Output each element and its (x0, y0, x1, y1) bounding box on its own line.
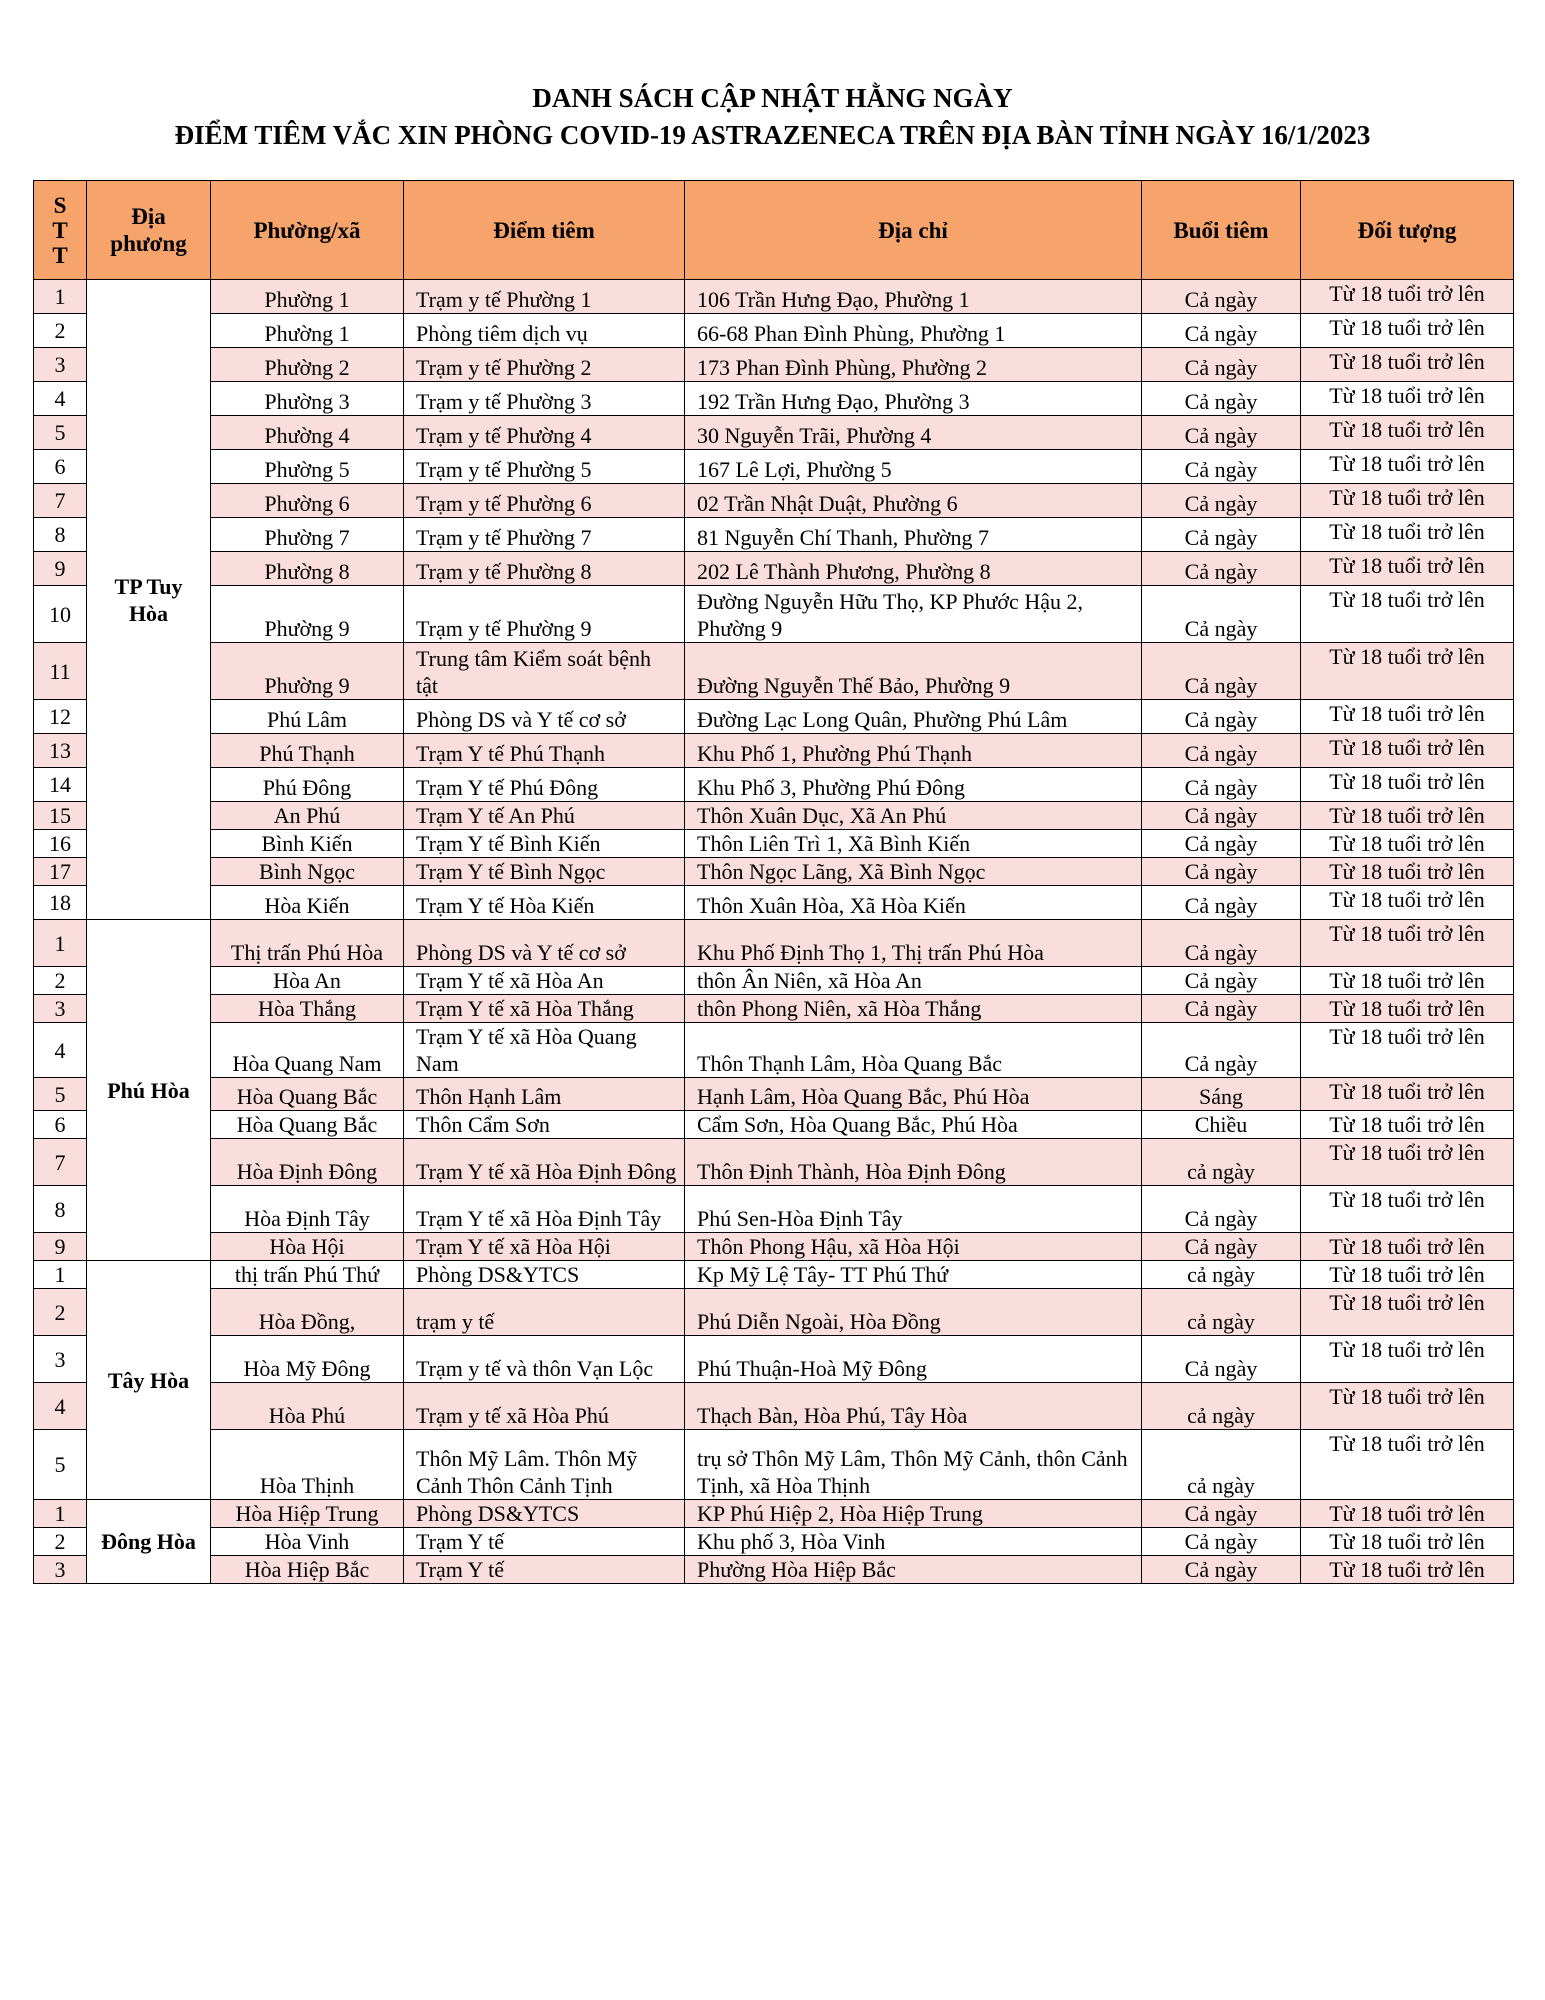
row-address: Khu phố 3, Hòa Vinh (685, 1528, 1142, 1556)
row-site: Trạm Y tế xã Hòa Hội (404, 1233, 685, 1261)
row-ward: Bình Ngọc (211, 858, 404, 886)
row-target: Từ 18 tuổi trở lên (1301, 382, 1514, 416)
row-address: Khu Phố Định Thọ 1, Thị trấn Phú Hòa (685, 920, 1142, 967)
table-row (34, 1500, 1514, 1528)
row-site: Trạm y tế Phường 8 (404, 552, 685, 586)
row-session: Cả ngày (1142, 518, 1301, 552)
table-row (34, 1289, 1514, 1336)
row-session: Cả ngày (1142, 1186, 1301, 1233)
row-ward: Phường 1 (211, 280, 404, 314)
row-session: Cả ngày (1142, 314, 1301, 348)
row-stt: 17 (34, 858, 87, 886)
row-session: Cả ngày (1142, 552, 1301, 586)
row-session: Cả ngày (1142, 484, 1301, 518)
row-session: Cả ngày (1142, 1528, 1301, 1556)
row-stt: 18 (34, 886, 87, 920)
row-ward: Hòa Hội (211, 1233, 404, 1261)
row-stt: 9 (34, 552, 87, 586)
row-session: Cả ngày (1142, 802, 1301, 830)
row-site: Trạm y tế Phường 9 (404, 586, 685, 643)
row-stt: 4 (34, 1383, 87, 1430)
row-address: 66-68 Phan Đình Phùng, Phường 1 (685, 314, 1142, 348)
row-session: cả ngày (1142, 1261, 1301, 1289)
table-row (34, 518, 1514, 552)
row-session: Cả ngày (1142, 1023, 1301, 1078)
row-stt: 11 (34, 643, 87, 700)
row-ward: Phường 6 (211, 484, 404, 518)
row-address: Thạch Bàn, Hòa Phú, Tây Hòa (685, 1383, 1142, 1430)
row-stt: 5 (34, 1430, 87, 1500)
row-target: Từ 18 tuổi trở lên (1301, 967, 1514, 995)
row-ward: Hòa Kiến (211, 886, 404, 920)
row-target: Từ 18 tuổi trở lên (1301, 1383, 1514, 1430)
header-target: Đối tượng (1301, 181, 1514, 280)
row-ward: Hòa Đồng, (211, 1289, 404, 1336)
row-target: Từ 18 tuổi trở lên (1301, 348, 1514, 382)
row-site: Trạm Y tế Hòa Kiến (404, 886, 685, 920)
row-stt: 1 (34, 280, 87, 314)
row-stt: 6 (34, 450, 87, 484)
row-session: Cả ngày (1142, 995, 1301, 1023)
row-address: 81 Nguyễn Chí Thanh, Phường 7 (685, 518, 1142, 552)
table-row (34, 700, 1514, 734)
row-stt: 3 (34, 1336, 87, 1383)
row-ward: Hòa Định Đông (211, 1139, 404, 1186)
row-target: Từ 18 tuổi trở lên (1301, 1528, 1514, 1556)
row-stt: 6 (34, 1111, 87, 1139)
locality-cell: Phú Hòa (87, 920, 211, 1261)
row-stt: 7 (34, 484, 87, 518)
row-ward: Thị trấn Phú Hòa (211, 920, 404, 967)
row-target: Từ 18 tuổi trở lên (1301, 858, 1514, 886)
table-row (34, 1528, 1514, 1556)
header-address: Địa chỉ (685, 181, 1142, 280)
row-session: Cả ngày (1142, 280, 1301, 314)
row-site: Trạm y tế Phường 1 (404, 280, 685, 314)
row-site: Thôn Cẩm Sơn (404, 1111, 685, 1139)
row-site: Trạm Y tế Phú Đông (404, 768, 685, 802)
row-stt: 5 (34, 1078, 87, 1111)
row-site: Trạm Y tế Bình Ngọc (404, 858, 685, 886)
row-ward: Hòa Phú (211, 1383, 404, 1430)
row-target: Từ 18 tuổi trở lên (1301, 1111, 1514, 1139)
row-target: Từ 18 tuổi trở lên (1301, 768, 1514, 802)
row-ward: Phường 4 (211, 416, 404, 450)
row-target: Từ 18 tuổi trở lên (1301, 552, 1514, 586)
row-session: Cả ngày (1142, 450, 1301, 484)
row-site: Trạm Y tế An Phú (404, 802, 685, 830)
row-stt: 4 (34, 1023, 87, 1078)
row-session: Cả ngày (1142, 830, 1301, 858)
row-ward: Hòa Mỹ Đông (211, 1336, 404, 1383)
row-session: Cả ngày (1142, 382, 1301, 416)
row-target: Từ 18 tuổi trở lên (1301, 643, 1514, 700)
document-title (0, 80, 1545, 154)
table-row (34, 484, 1514, 518)
row-site: Trạm Y tế Phú Thạnh (404, 734, 685, 768)
row-session: Cả ngày (1142, 1556, 1301, 1584)
row-site: Thôn Mỹ Lâm. Thôn Mỹ Cảnh Thôn Cảnh Tịnh (404, 1430, 685, 1500)
row-site: Phòng tiêm dịch vụ (404, 314, 685, 348)
row-session: Cả ngày (1142, 734, 1301, 768)
row-address: Cẩm Sơn, Hòa Quang Bắc, Phú Hòa (685, 1111, 1142, 1139)
row-address: Thôn Thạnh Lâm, Hòa Quang Bắc (685, 1023, 1142, 1078)
row-stt: 14 (34, 768, 87, 802)
row-site: Trung tâm Kiểm soát bệnh tật (404, 643, 685, 700)
row-stt: 16 (34, 830, 87, 858)
row-target: Từ 18 tuổi trở lên (1301, 1186, 1514, 1233)
row-address: Phú Sen-Hòa Định Tây (685, 1186, 1142, 1233)
row-stt: 2 (34, 314, 87, 348)
header-session: Buổi tiêm (1142, 181, 1301, 280)
row-target: Từ 18 tuổi trở lên (1301, 920, 1514, 967)
row-site: Trạm y tế xã Hòa Phú (404, 1383, 685, 1430)
row-ward: Hòa An (211, 967, 404, 995)
row-stt: 2 (34, 1528, 87, 1556)
row-session: Cả ngày (1142, 416, 1301, 450)
table-row (34, 1111, 1514, 1139)
row-target: Từ 18 tuổi trở lên (1301, 1139, 1514, 1186)
row-session: Cả ngày (1142, 768, 1301, 802)
table-row (34, 1233, 1514, 1261)
row-address: Thôn Liên Trì 1, Xã Bình Kiến (685, 830, 1142, 858)
row-address: Khu Phố 1, Phường Phú Thạnh (685, 734, 1142, 768)
row-ward: Hòa Quang Nam (211, 1023, 404, 1078)
table-row (34, 886, 1514, 920)
row-ward: Bình Kiến (211, 830, 404, 858)
row-session: Cả ngày (1142, 700, 1301, 734)
row-site: Trạm y tế và thôn Vạn Lộc (404, 1336, 685, 1383)
row-address: Khu Phố 3, Phường Phú Đông (685, 768, 1142, 802)
row-ward: Hòa Hiệp Bắc (211, 1556, 404, 1584)
row-address: 173 Phan Đình Phùng, Phường 2 (685, 348, 1142, 382)
row-site: Trạm Y tế (404, 1528, 685, 1556)
header-site: Điểm tiêm (404, 181, 685, 280)
table-row (34, 416, 1514, 450)
row-address: Phường Hòa Hiệp Bắc (685, 1556, 1142, 1584)
row-ward: Hòa Quang Bắc (211, 1078, 404, 1111)
table-row (34, 1261, 1514, 1289)
row-site: trạm y tế (404, 1289, 685, 1336)
row-target: Từ 18 tuổi trở lên (1301, 830, 1514, 858)
row-site: Trạm y tế Phường 7 (404, 518, 685, 552)
row-stt: 1 (34, 1261, 87, 1289)
row-session: cả ngày (1142, 1289, 1301, 1336)
row-ward: Hòa Hiệp Trung (211, 1500, 404, 1528)
row-session: cả ngày (1142, 1139, 1301, 1186)
row-target: Từ 18 tuổi trở lên (1301, 1500, 1514, 1528)
row-ward: Phường 1 (211, 314, 404, 348)
row-session: Cả ngày (1142, 1336, 1301, 1383)
table-row (34, 858, 1514, 886)
row-ward: Phường 8 (211, 552, 404, 586)
row-site: Trạm Y tế xã Hòa Thắng (404, 995, 685, 1023)
row-ward: Phường 2 (211, 348, 404, 382)
row-target: Từ 18 tuổi trở lên (1301, 734, 1514, 768)
header-stt: S T T (34, 181, 87, 280)
row-site: Trạm Y tế xã Hòa Định Tây (404, 1186, 685, 1233)
row-site: Trạm Y tế (404, 1556, 685, 1584)
row-address: Thôn Định Thành, Hòa Định Đông (685, 1139, 1142, 1186)
row-target: Từ 18 tuổi trở lên (1301, 416, 1514, 450)
row-stt: 15 (34, 802, 87, 830)
table-row (34, 967, 1514, 995)
row-target: Từ 18 tuổi trở lên (1301, 995, 1514, 1023)
table-row (34, 1556, 1514, 1584)
vaccination-sites-table (33, 180, 1514, 1584)
row-target: Từ 18 tuổi trở lên (1301, 1289, 1514, 1336)
row-address: Phú Diễn Ngoài, Hòa Đồng (685, 1289, 1142, 1336)
row-session: Cả ngày (1142, 348, 1301, 382)
row-target: Từ 18 tuổi trở lên (1301, 1233, 1514, 1261)
row-site: Trạm y tế Phường 6 (404, 484, 685, 518)
row-target: Từ 18 tuổi trở lên (1301, 1336, 1514, 1383)
row-site: Phòng DS&YTCS (404, 1261, 685, 1289)
row-target: Từ 18 tuổi trở lên (1301, 586, 1514, 643)
row-site: Trạm y tế Phường 4 (404, 416, 685, 450)
row-address: 202 Lê Thành Phương, Phường 8 (685, 552, 1142, 586)
row-target: Từ 18 tuổi trở lên (1301, 1430, 1514, 1500)
row-target: Từ 18 tuổi trở lên (1301, 1261, 1514, 1289)
table-row (34, 280, 1514, 314)
table-row (34, 995, 1514, 1023)
table-header-row (34, 181, 1514, 280)
row-session: Sáng (1142, 1078, 1301, 1111)
row-address: thôn Phong Niên, xã Hòa Thắng (685, 995, 1142, 1023)
row-address: 192 Trần Hưng Đạo, Phường 3 (685, 382, 1142, 416)
row-stt: 3 (34, 348, 87, 382)
table-row (34, 734, 1514, 768)
row-ward: Hòa Vinh (211, 1528, 404, 1556)
row-stt: 1 (34, 920, 87, 967)
title-line-2: ĐIỂM TIÊM VẮC XIN PHÒNG COVID-19 ASTRAZENECA TRÊN ĐỊA BÀN TỈNH NGÀY 16/1/2023 (174, 120, 1371, 150)
row-ward: Hòa Thắng (211, 995, 404, 1023)
row-stt: 10 (34, 586, 87, 643)
row-stt: 9 (34, 1233, 87, 1261)
row-session: Cả ngày (1142, 1500, 1301, 1528)
table-row (34, 768, 1514, 802)
row-address: 02 Trần Nhật Duật, Phường 6 (685, 484, 1142, 518)
row-target: Từ 18 tuổi trở lên (1301, 280, 1514, 314)
table-row (34, 348, 1514, 382)
row-address: 167 Lê Lợi, Phường 5 (685, 450, 1142, 484)
row-ward: Phường 9 (211, 586, 404, 643)
row-address: Thôn Xuân Dục, Xã An Phú (685, 802, 1142, 830)
table-row (34, 830, 1514, 858)
row-ward: Phú Đông (211, 768, 404, 802)
row-stt: 7 (34, 1139, 87, 1186)
row-stt: 3 (34, 995, 87, 1023)
row-address: Thôn Phong Hậu, xã Hòa Hội (685, 1233, 1142, 1261)
table-row (34, 802, 1514, 830)
row-site: Trạm y tế Phường 3 (404, 382, 685, 416)
row-session: Cả ngày (1142, 586, 1301, 643)
row-target: Từ 18 tuổi trở lên (1301, 518, 1514, 552)
row-address: Thôn Xuân Hòa, Xã Hòa Kiến (685, 886, 1142, 920)
row-address: 30 Nguyễn Trãi, Phường 4 (685, 416, 1142, 450)
row-stt: 5 (34, 416, 87, 450)
table-row (34, 1336, 1514, 1383)
row-address: thôn Ân Niên, xã Hòa An (685, 967, 1142, 995)
row-session: cả ngày (1142, 1430, 1301, 1500)
title-line-1: DANH SÁCH CẬP NHẬT HẰNG NGÀY (532, 83, 1013, 113)
locality-cell: Đông Hòa (87, 1500, 211, 1584)
table-row (34, 1383, 1514, 1430)
row-stt: 2 (34, 1289, 87, 1336)
row-site: Trạm Y tế xã Hòa Quang Nam (404, 1023, 685, 1078)
row-ward: Hòa Thịnh (211, 1430, 404, 1500)
row-stt: 8 (34, 1186, 87, 1233)
row-ward: Phú Thạnh (211, 734, 404, 768)
table-row (34, 552, 1514, 586)
table-row (34, 1186, 1514, 1233)
row-stt: 2 (34, 967, 87, 995)
row-ward: Hòa Định Tây (211, 1186, 404, 1233)
row-site: Trạm Y tế xã Hòa Định Đông (404, 1139, 685, 1186)
table-row (34, 1430, 1514, 1500)
row-stt: 12 (34, 700, 87, 734)
header-ward: Phường/xã (211, 181, 404, 280)
row-ward: Phường 5 (211, 450, 404, 484)
row-target: Từ 18 tuổi trở lên (1301, 484, 1514, 518)
row-session: Cả ngày (1142, 920, 1301, 967)
row-address: Đường Lạc Long Quân, Phường Phú Lâm (685, 700, 1142, 734)
row-ward: Phường 3 (211, 382, 404, 416)
row-site: Phòng DS và Y tế cơ sở (404, 700, 685, 734)
row-address: Kp Mỹ Lệ Tây- TT Phú Thứ (685, 1261, 1142, 1289)
row-site: Trạm Y tế Bình Kiến (404, 830, 685, 858)
row-session: Cả ngày (1142, 1233, 1301, 1261)
row-session: Cả ngày (1142, 858, 1301, 886)
row-target: Từ 18 tuổi trở lên (1301, 802, 1514, 830)
header-locality: Địa phương (87, 181, 211, 280)
row-site: Phòng DS&YTCS (404, 1500, 685, 1528)
row-target: Từ 18 tuổi trở lên (1301, 1078, 1514, 1111)
row-session: Cả ngày (1142, 643, 1301, 700)
row-stt: 4 (34, 382, 87, 416)
row-stt: 1 (34, 1500, 87, 1528)
row-address: Đường Nguyễn Hữu Thọ, KP Phước Hậu 2, Phường 9 (685, 586, 1142, 643)
row-site: Thôn Hạnh Lâm (404, 1078, 685, 1111)
row-site: Trạm y tế Phường 2 (404, 348, 685, 382)
row-stt: 8 (34, 518, 87, 552)
table-row (34, 382, 1514, 416)
row-site: Phòng DS và Y tế cơ sở (404, 920, 685, 967)
table-row (34, 314, 1514, 348)
row-session: Chiều (1142, 1111, 1301, 1139)
row-target: Từ 18 tuổi trở lên (1301, 450, 1514, 484)
row-ward: Phường 7 (211, 518, 404, 552)
row-session: Cả ngày (1142, 886, 1301, 920)
table-row (34, 1023, 1514, 1078)
locality-cell: Tây Hòa (87, 1261, 211, 1500)
row-address: Phú Thuận-Hoà Mỹ Đông (685, 1336, 1142, 1383)
row-target: Từ 18 tuổi trở lên (1301, 700, 1514, 734)
row-address: Thôn Ngọc Lãng, Xã Bình Ngọc (685, 858, 1142, 886)
table-row (34, 1078, 1514, 1111)
row-session: cả ngày (1142, 1383, 1301, 1430)
row-address: KP Phú Hiệp 2, Hòa Hiệp Trung (685, 1500, 1142, 1528)
row-site: Trạm Y tế xã Hòa An (404, 967, 685, 995)
row-session: Cả ngày (1142, 967, 1301, 995)
row-address: 106 Trần Hưng Đạo, Phường 1 (685, 280, 1142, 314)
row-site: Trạm y tế Phường 5 (404, 450, 685, 484)
locality-cell: TP Tuy Hòa (87, 280, 211, 920)
row-ward: An Phú (211, 802, 404, 830)
row-stt: 13 (34, 734, 87, 768)
row-address: Đường Nguyễn Thế Bảo, Phường 9 (685, 643, 1142, 700)
table-row (34, 450, 1514, 484)
row-target: Từ 18 tuổi trở lên (1301, 1556, 1514, 1584)
row-ward: thị trấn Phú Thứ (211, 1261, 404, 1289)
row-address: Hạnh Lâm, Hòa Quang Bắc, Phú Hòa (685, 1078, 1142, 1111)
table-row (34, 586, 1514, 643)
row-ward: Hòa Quang Bắc (211, 1111, 404, 1139)
row-target: Từ 18 tuổi trở lên (1301, 886, 1514, 920)
row-stt: 3 (34, 1556, 87, 1584)
row-ward: Phường 9 (211, 643, 404, 700)
row-address: trụ sở Thôn Mỹ Lâm, Thôn Mỹ Cảnh, thôn Cảnh Tịnh, xã Hòa Thịnh (685, 1430, 1142, 1500)
table-row (34, 920, 1514, 967)
table-row (34, 1139, 1514, 1186)
table-row (34, 643, 1514, 700)
row-ward: Phú Lâm (211, 700, 404, 734)
row-target: Từ 18 tuổi trở lên (1301, 314, 1514, 348)
row-target: Từ 18 tuổi trở lên (1301, 1023, 1514, 1078)
